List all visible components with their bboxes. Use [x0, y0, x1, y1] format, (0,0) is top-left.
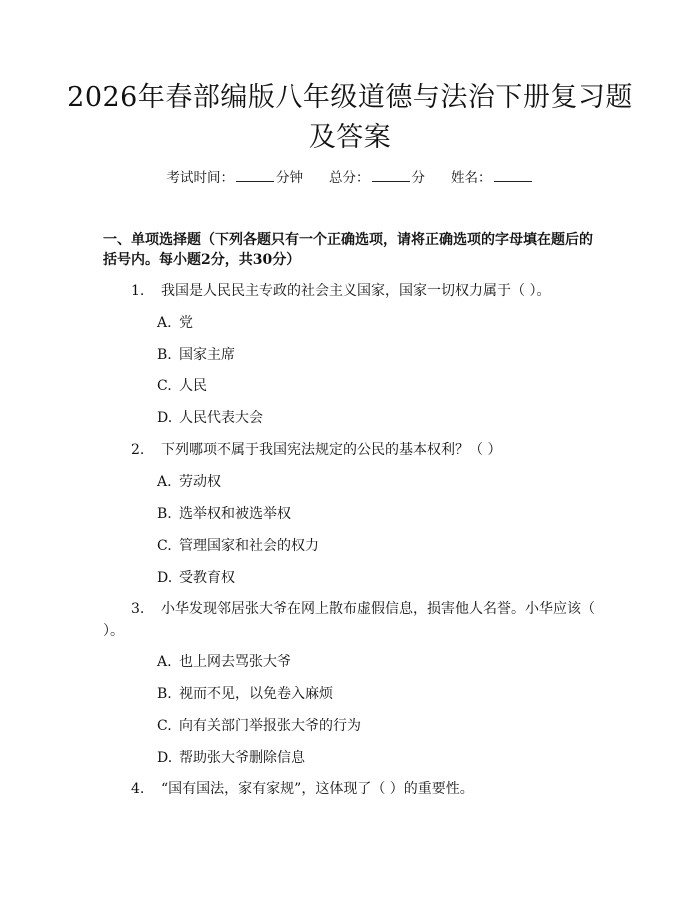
- name-blank: [494, 169, 532, 182]
- question-3-option-b: B. 视而不见，以免卷入麻烦: [157, 686, 333, 702]
- question-number: 3.: [131, 601, 145, 617]
- exam-time-blank: [236, 169, 274, 182]
- question-number: 4.: [131, 781, 145, 797]
- question-3: [103, 598, 598, 642]
- question-2-option-a: A. 劳动权: [157, 474, 221, 490]
- question-2: [131, 440, 501, 460]
- question-3-option-a: A. 也上网去骂张大爷: [157, 654, 291, 670]
- question-2-option-b: B. 选举权和被选举权: [157, 506, 291, 522]
- question-3-option-c: C. 向有关部门举报张大爷的行为: [157, 718, 361, 734]
- total-score-label: 总分：: [329, 170, 370, 186]
- exam-info-line: [0, 169, 700, 187]
- question-2-option-d: D. 受教育权: [157, 570, 235, 586]
- document-title: 2026年春部编版八年级道德与法治下册复习题及答案: [67, 82, 633, 153]
- question-text: 我国是人民民主专政的社会主义国家，国家一切权力属于（ ）。: [161, 283, 551, 299]
- question-text: “国有国法，家有家规”，这体现了（ ）的重要性。: [161, 781, 474, 797]
- section-heading: 一、单项选择题（下列各题只有一个正确选项，请将正确选项的字母填在题后的括号内。每小题2分，共30分）: [103, 232, 593, 268]
- question-text: 小华发现邻居张大爷在网上散布虚假信息，损害他人名誉。小华应该（ ）。: [103, 601, 595, 639]
- total-score-unit: 分: [411, 170, 425, 186]
- question-1-option-d: D. 人民代表大会: [157, 410, 263, 426]
- exam-time-label: 考试时间：: [166, 170, 234, 186]
- question-number: 2.: [131, 442, 145, 458]
- total-score-blank: [372, 169, 410, 182]
- question-1-option-b: B. 国家主席: [157, 347, 235, 363]
- question-text: 下列哪项不属于我国宪法规定的公民的基本权利？（ ）: [161, 442, 502, 458]
- name-label: 姓名：: [451, 170, 492, 186]
- question-1-option-a: A. 党: [157, 315, 193, 331]
- exam-time-unit: 分钟: [276, 170, 303, 186]
- question-4: [131, 779, 474, 799]
- question-number: 1.: [131, 283, 145, 299]
- question-1: [131, 281, 550, 301]
- question-2-option-c: C. 管理国家和社会的权力: [157, 538, 319, 554]
- question-1-option-c: C. 人民: [157, 378, 207, 394]
- question-3-option-d: D. 帮助张大爷删除信息: [157, 750, 305, 766]
